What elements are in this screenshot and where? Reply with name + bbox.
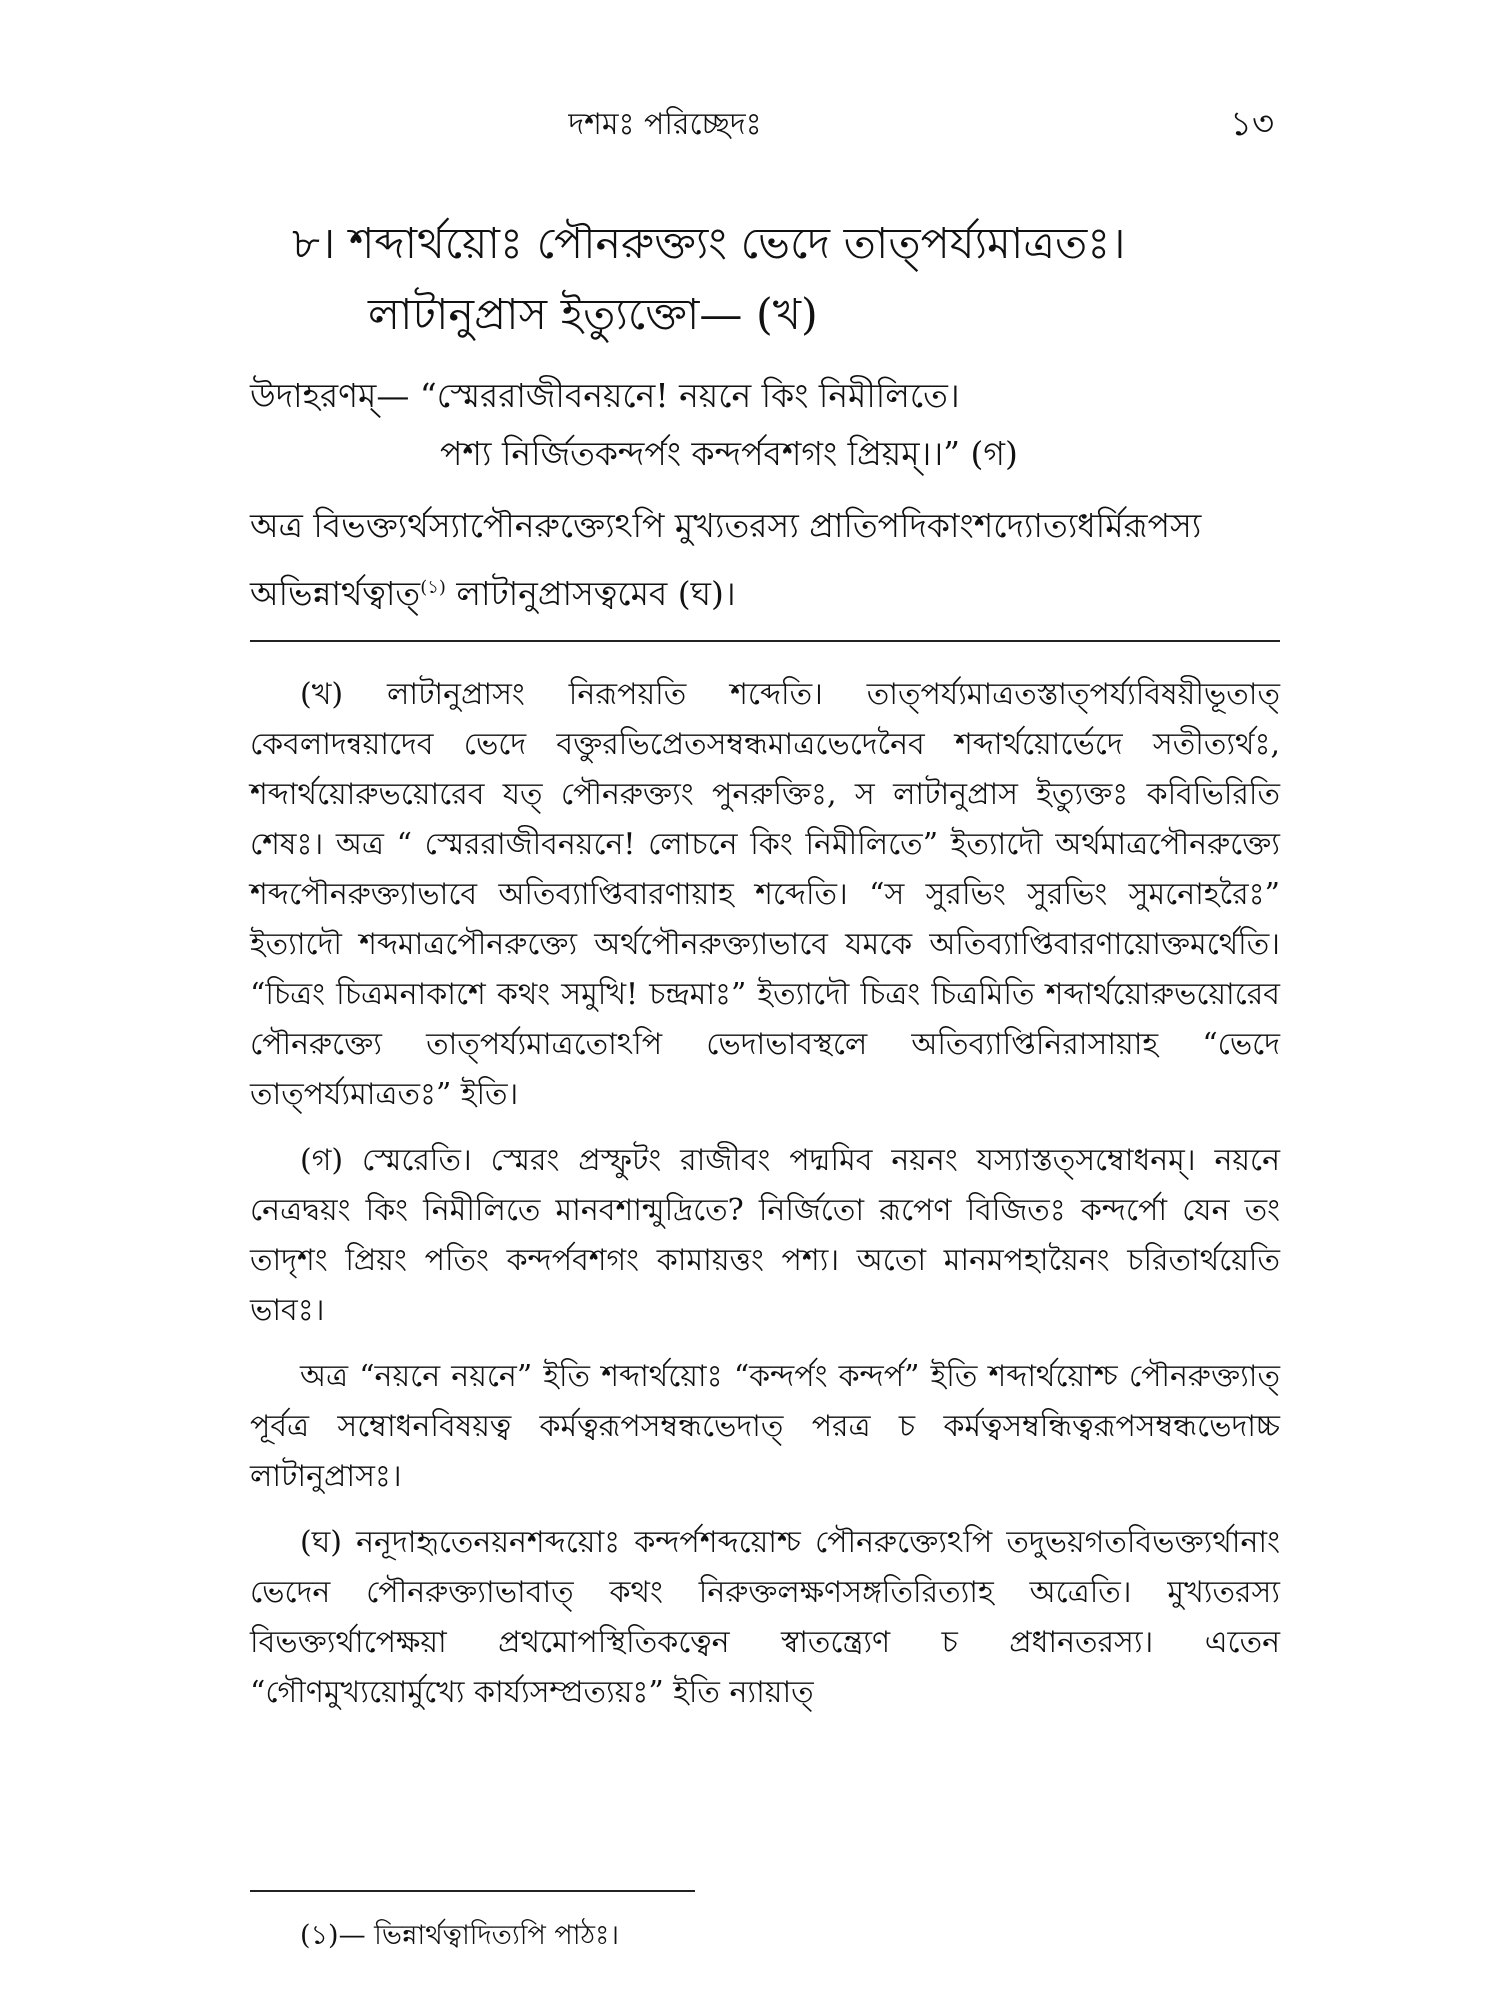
main-explanation-text-end: লাটানুপ্রাসত্বমেব (ঘ)।	[445, 574, 736, 613]
commentary-paragraph: (ঘ) ননূদাহৃতেনয়নশব্দয়োঃ কন্দর্পশব্দয়োশ্চ পৌনরুক্ত্যেঽপি তদুভয়গতবিভক্ত্যর্থানাং ভেদেন পৌনরুক্ত্যাভাবাত্ কথং নিরুক্তলক্ষণসঙ্গতিরিত্যাহ অত্রেতি। মুখ্যতরস্য বিভক্ত্যর্থাপেক্ষয়া প্রথমোপস্থিতিকত্বেন স্বাতন্ত্র্যেণ চ প্রধানতরস্য। এতেন “গৌণমুখ্যয়োর্মুখ্যে কার্য্যসম্প্রত্যয়ঃ” ইতি ন্যায়াত্	[250, 1525, 1280, 1710]
example-line-2: পশ্য নির্জিতকন্দর্পং কন্দর্পবশগং প্রিয়ম্।।” (গ)	[440, 434, 1018, 473]
example-line-1: উদাহরণম্— “স্মেররাজীবনয়নে! নয়নে কিং নিমীলিতে।	[250, 376, 960, 415]
commentary-paragraph: (গ) স্মেরেতি। স্মেরং প্রস্ফুটং রাজীবং পদ্মমিব নয়নং যস্যাস্তত্সম্বোধনম্। নয়নে নেত্রদ্বয়ং কিং নিমীলিতে মানবশান্মুদ্রিতে? নির্জিতো রূপেণ বিজিতঃ কন্দর্পো যেন তং তাদৃশং প্রিয়ং পতিং কন্দর্পবশগং কামায়ত্তং পশ্য। অতো মানমপহায়ৈনং চরিতার্থয়েতি ভাবঃ।	[250, 1143, 1280, 1328]
section-divider	[250, 640, 1280, 642]
footnote-divider	[250, 1890, 695, 1892]
commentary	[250, 670, 1280, 1734]
sutra-line-1: ৮। শব্দার্থয়োঃ পৌনরুক্ত্যং ভেদে তাত্পর্য্যমাত্রতঃ।	[292, 219, 1126, 269]
page-number: ১৩	[1230, 104, 1275, 144]
main-explanation-text: অত্র বিভক্ত্যর্থস্যাপৌনরুক্ত্যেঽপি মুখ্যতরস্য প্রাতিপদিকাংশদ্যোত্যধর্মিরূপস্য অভিন্নার্থত্বাত্	[250, 506, 1202, 613]
commentary-paragraph: (খ) লাটানুপ্রাসং নিরূপয়তি শব্দেতি। তাত্পর্য্যমাত্রতস্তাত্পর্য্যবিষয়ীভূতাত্ কেবলাদন্বয়াদেব ভেদে বক্তুরভিপ্রেতসম্বন্ধমাত্রভেদেনৈব শব্দার্থয়োর্ভেদে সতীত্যর্থঃ, শব্দার্থয়োরুভয়োরেব যত্ পৌনরুক্ত্যং পুনরুক্তিঃ, স লাটানুপ্রাস ইত্যুক্তঃ কবিভিরিতি শেষঃ। অত্র “ স্মেররাজীবনয়নে! লোচনে কিং নিমীলিতে” ইত্যাদৌ অর্থমাত্রপৌনরুক্ত্যে শব্দপৌনরুক্ত্যাভাবে অতিব্যাপ্তিবারণায়াহ শব্দেতি। “স সুরভিং সুরভিং সুমনোহরৈঃ” ইত্যাদৌ শব্দমাত্রপৌনরুক্ত্যে অর্থপৌনরুক্ত্যাভাবে যমকে অতিব্যাপ্তিবারণায়োক্তমর্থেতি। “চিত্রং চিত্রমনাকাশে কথং সমুখি! চন্দ্রমাঃ” ইত্যাদৌ চিত্রং চিত্রমিতি শব্দার্থয়োরুভয়োরেব পৌনরুক্ত্যে তাত্পর্য্যমাত্রতোঽপি ভেদাভাবস্থলে অতিব্যাপ্তিনিরাসায়াহ “ভেদে তাত্পর্য্যমাত্রতঃ” ইতি।	[250, 677, 1280, 1112]
main-explanation	[250, 495, 1280, 625]
footnote-marker: (১)	[420, 577, 446, 598]
sutra-line-2: লাটানুপ্রাস ইত্যুক্তো— (খ)	[368, 290, 818, 340]
chapter-header: দশমঃ পরিচ্ছেদঃ	[568, 107, 762, 142]
commentary-paragraph: অত্র “নয়নে নয়নে” ইতি শব্দার্থয়োঃ “কন্দর্পং কন্দর্প” ইতি শব্দার্থয়োশ্চ পৌনরুক্ত্যাত্ পূর্বত্র সম্বোধনবিষয়ত্ব কর্মত্বরূপসম্বন্ধভেদাত্ পরত্র চ কর্মত্বসম্বন্ধিত্বরূপসম্বন্ধভেদাচ্চ লাটানুপ্রাসঃ।	[250, 1359, 1280, 1494]
footnote: (১)— ভিন্নার্থত্বাদিত্যপি পাঠঃ।	[300, 1920, 620, 1951]
